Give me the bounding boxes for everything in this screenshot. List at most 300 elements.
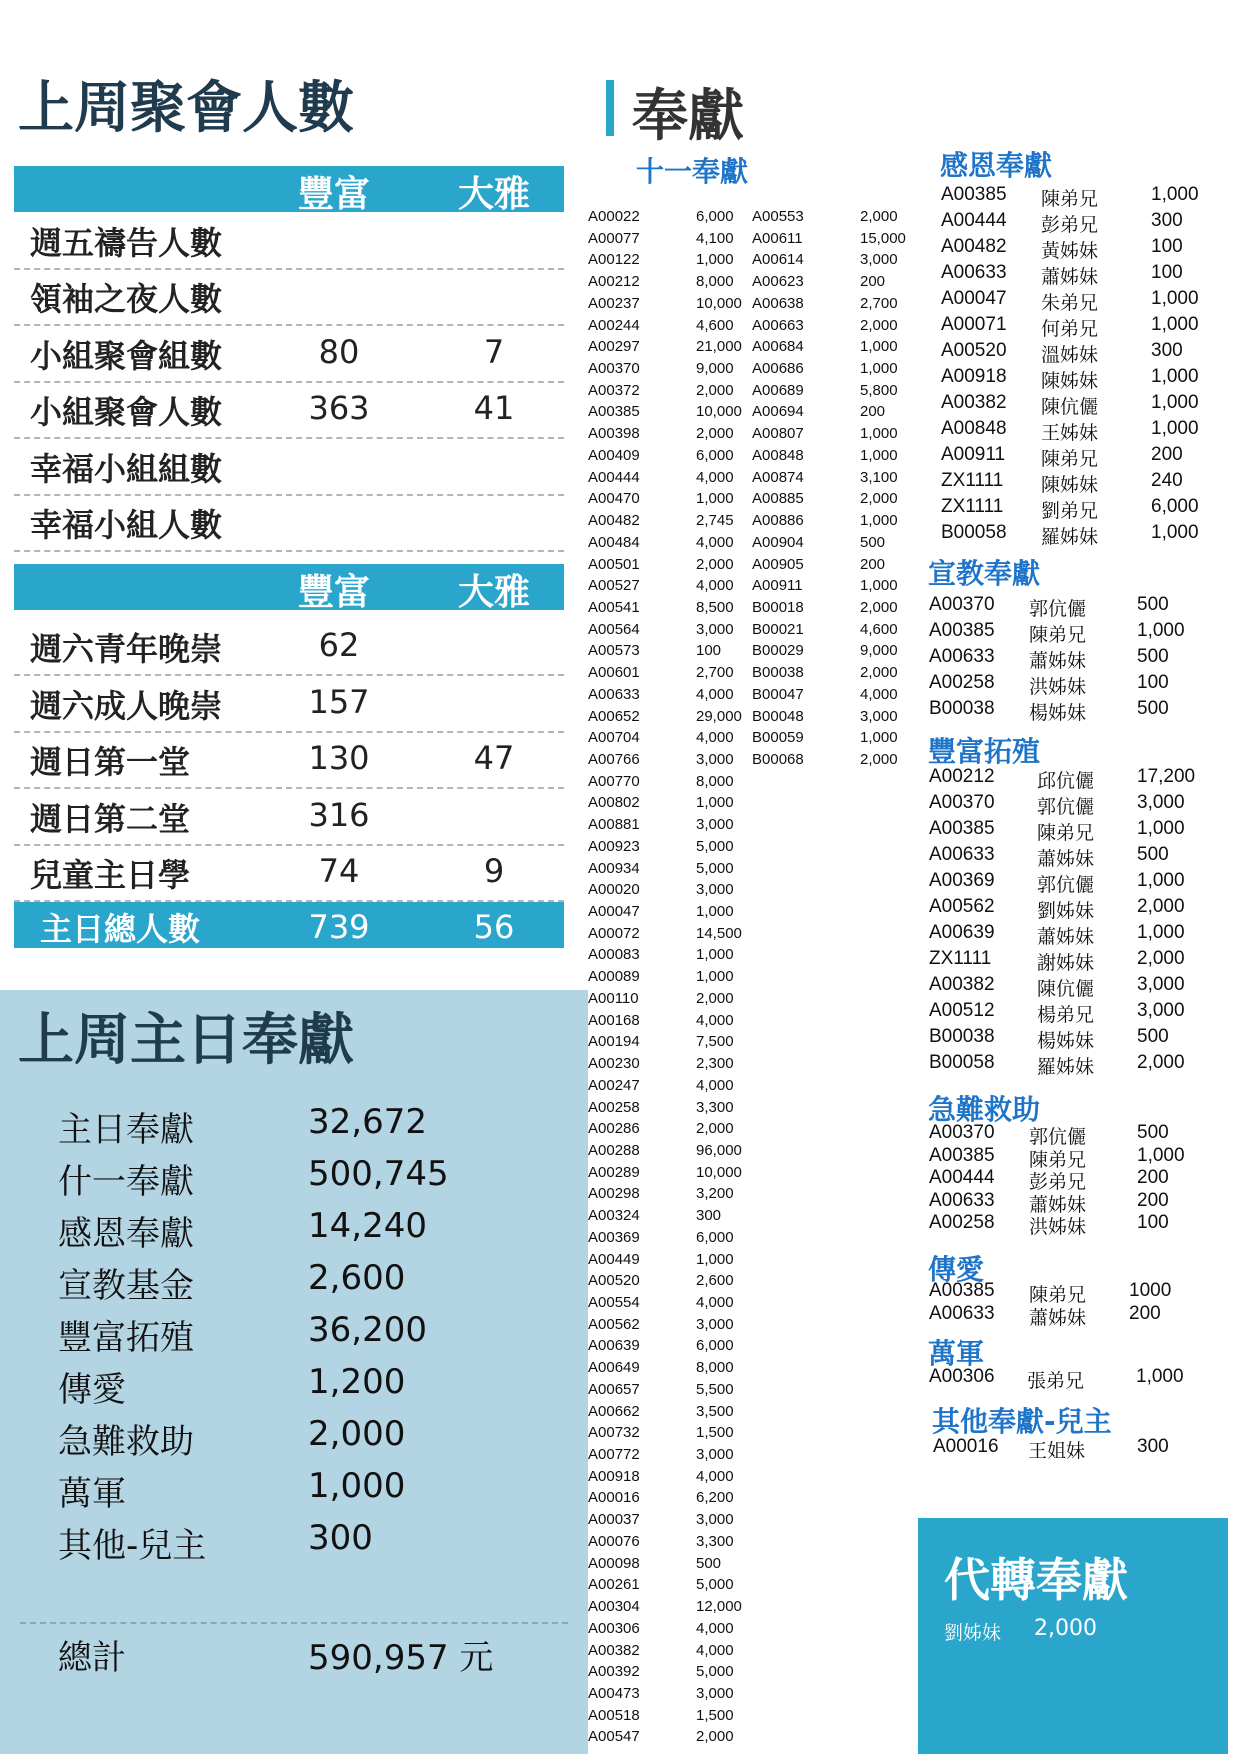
tithe-entry-amount: 4,000 [696, 1641, 734, 1659]
tithe-entry [588, 1707, 748, 1729]
tithe-entry-code: B00048 [752, 707, 804, 725]
tithe-entry-amount: 4,000 [696, 1294, 734, 1311]
tithe-entry-code: A00881 [588, 816, 640, 834]
col-header-daya: 大雅 [457, 174, 530, 215]
tithe-entry [588, 1033, 748, 1055]
offering-summary-panel [0, 990, 588, 1754]
attendance-total-row [14, 902, 564, 948]
tithe-entry-code: A00905 [752, 555, 804, 573]
tithe-entry-amount: 2,700 [696, 664, 734, 682]
summary-row [58, 1414, 558, 1466]
donation-amount: 1,000 [1151, 392, 1199, 413]
donation-name: 郭伉儷 [1029, 599, 1087, 620]
tithe-entry-amount: 1,000 [696, 794, 734, 812]
donation-name: 洪姊妹 [1029, 677, 1087, 698]
donation-code: A00370 [929, 1122, 995, 1143]
tithe-entry [752, 686, 912, 708]
attendance-row [14, 325, 564, 383]
tithe-entry-code: A00904 [752, 533, 804, 551]
donation-name: 蕭姊妹 [1029, 651, 1087, 672]
transfer-title: 代轉奉獻 [944, 1553, 1128, 1607]
tithe-entry [752, 490, 912, 512]
donation-entry [941, 418, 1231, 444]
tithe-entry-amount: 1,500 [696, 1706, 734, 1724]
attendance-row [14, 618, 564, 676]
tithe-entry [588, 577, 748, 599]
tithe-entry [588, 816, 748, 838]
summary-row-label: 什一奉獻 [58, 1162, 194, 1202]
attendance-row-fengfu: 80 [318, 332, 360, 371]
donation-name: 陳伉儷 [1041, 397, 1099, 418]
tithe-entry-code: A00098 [588, 1554, 640, 1572]
tithe-entry [588, 1099, 748, 1121]
tithe-entry-amount: 2,000 [696, 1120, 734, 1138]
tithe-entry [752, 729, 912, 751]
tithe-entry-code: A00449 [588, 1250, 640, 1268]
tithe-entry-code: A00802 [588, 794, 640, 812]
tithe-entry-code: A00553 [752, 208, 804, 225]
tithe-entry-code: A00527 [588, 577, 640, 595]
tithe-entry [588, 295, 748, 317]
tithe-entry-amount: 500 [860, 533, 886, 551]
donation-name: 王姊妹 [1041, 423, 1099, 444]
summary-row-label: 宣教基金 [58, 1266, 194, 1306]
donation-amount: 17,200 [1137, 766, 1196, 787]
donation-name: 蕭姊妹 [1041, 267, 1099, 288]
donation-name: 彭弟兄 [1029, 1172, 1087, 1193]
attendance-row-fengfu: 316 [308, 795, 370, 834]
tithe-entry-amount: 1,000 [860, 425, 898, 443]
summary-row-label: 急難救助 [58, 1422, 194, 1462]
tithe-entry [588, 1229, 748, 1251]
tithe-entry [588, 1468, 748, 1490]
tithe-entry-code: A00885 [752, 490, 804, 508]
total-fengfu: 739 [308, 908, 370, 946]
tithe-entry-code: A00923 [588, 837, 640, 855]
attendance-row-daya: 47 [473, 739, 515, 778]
donation-entry [929, 896, 1219, 922]
attendance-title: 上周聚會人數 [18, 76, 354, 141]
donation-amount: 1,000 [1137, 818, 1185, 839]
attendance-row-label: 週五禱告人數 [30, 224, 223, 262]
tithe-entry-code: B00068 [752, 751, 804, 768]
donation-name: 謝姊妹 [1037, 953, 1095, 974]
donation-name: 郭伉儷 [1037, 797, 1095, 818]
donation-code: A00047 [941, 288, 1007, 309]
donation-name: 陳弟兄 [1037, 823, 1095, 844]
tithe-entry-code: A00072 [588, 924, 640, 942]
donation-code: A00633 [929, 1303, 995, 1324]
tithe-entry-code: A00212 [588, 273, 640, 291]
attendance-row-label: 幸福小組人數 [30, 506, 223, 544]
tithe-entry-code: A00770 [588, 772, 640, 790]
attendance-row-fengfu: 130 [308, 739, 370, 778]
tithe-entry [752, 534, 912, 556]
attendance-row-label: 週六青年晚崇 [30, 630, 223, 668]
donation-amount: 1,000 [1151, 288, 1199, 309]
donation-code: A00562 [929, 896, 995, 917]
donation-code: A00848 [941, 418, 1007, 439]
donation-name: 陳弟兄 [1041, 189, 1099, 210]
offering-title: 奉獻 [632, 84, 744, 149]
tithe-entry-amount: 96,000 [696, 1141, 742, 1159]
tithe-entry [588, 1685, 748, 1707]
donation-name: 陳弟兄 [1029, 1285, 1087, 1306]
attendance-row-label: 週日第二堂 [30, 799, 191, 838]
tithe-entry-amount: 1,000 [860, 446, 898, 464]
tithe-entry-amount: 1,000 [696, 968, 734, 986]
tithe-entry-code: B00018 [752, 598, 804, 616]
tithe-entry [752, 208, 912, 230]
donation-name: 何弟兄 [1041, 319, 1099, 340]
tithe-entry [752, 425, 912, 447]
tithe-entry [752, 447, 912, 469]
tithe-entry [588, 686, 748, 708]
tithe-entry-code: A00663 [752, 316, 804, 334]
tithe-entry-code: A00261 [588, 1576, 640, 1594]
tithe-entry-code: A00398 [588, 425, 640, 443]
tithe-entry [588, 1164, 748, 1186]
tithe-entry-amount: 8,500 [696, 598, 734, 616]
tithe-entry-amount: 21,000 [696, 338, 742, 356]
tithe-entry-code: A00518 [588, 1706, 640, 1724]
attendance-row-label: 幸福小組組數 [30, 449, 223, 488]
tithe-entry [752, 360, 912, 382]
tithe-entry [588, 208, 748, 230]
tithe-entry-amount: 10,000 [696, 294, 742, 312]
donation-entry [941, 314, 1231, 340]
tithe-entry-code: B00021 [752, 620, 804, 638]
tithe-entry-code: A00918 [588, 1467, 640, 1485]
donation-code: A00911 [941, 444, 1006, 465]
attendance-row-label: 小組聚會組數 [30, 336, 223, 375]
tithe-entry-code: A00547 [588, 1728, 640, 1746]
tithe-entry-amount: 2,300 [696, 1055, 734, 1073]
tithe-entry-amount: 1,000 [696, 490, 734, 508]
donation-amount: 500 [1137, 698, 1169, 719]
tithe-entry-code: A00484 [588, 533, 640, 551]
attendance-row [14, 675, 564, 733]
donation-entry [929, 766, 1219, 792]
attendance-row [14, 212, 564, 270]
summary-row-value: 14,240 [308, 1206, 427, 1246]
transfer-amount: 2,000 [1034, 1616, 1097, 1641]
tithe-entry-code: A00016 [588, 1489, 640, 1507]
donation-amount: 100 [1137, 1212, 1169, 1233]
donation-name: 蕭姊妹 [1037, 927, 1095, 948]
tithe-entry [588, 903, 748, 925]
tithe-entry [588, 1424, 748, 1446]
donation-amount: 1,000 [1151, 418, 1199, 439]
donation-amount: 100 [1151, 262, 1183, 283]
tithe-entry-amount: 3,000 [696, 620, 734, 638]
tithe-entry-code: A00639 [588, 1337, 640, 1355]
tithe-entry-amount: 6,000 [696, 1337, 734, 1355]
donation-entry [929, 948, 1219, 974]
tithe-title: 十一奉獻 [636, 155, 749, 188]
tithe-entry-code: A00520 [588, 1272, 640, 1290]
tithe-entry-amount: 6,000 [696, 446, 734, 464]
donation-name: 劉姊妹 [1037, 901, 1095, 922]
donation-entry [941, 392, 1231, 418]
summary-row [58, 1206, 558, 1258]
section-list [941, 184, 1231, 552]
tithe-entry-code: A00732 [588, 1424, 640, 1442]
donation-name: 蕭姊妹 [1029, 1194, 1087, 1216]
tithe-entry [588, 230, 748, 252]
tithe-entry-code: A00911 [752, 577, 803, 595]
tithe-entry [588, 360, 748, 382]
tithe-entry-amount: 4,000 [696, 1011, 734, 1029]
summary-total-value: 590,957 元 [308, 1638, 494, 1678]
tithe-entry-amount: 4,000 [696, 729, 734, 747]
section-title: 感恩奉獻 [940, 149, 1053, 182]
tithe-entry [588, 621, 748, 643]
tithe-entry-code: A00573 [588, 642, 640, 660]
donation-code: A00258 [929, 672, 995, 693]
donation-code: B00038 [929, 698, 995, 719]
tithe-entry [588, 1337, 748, 1359]
tithe-entry-amount: 1,000 [696, 946, 734, 964]
attendance-row-label: 週六成人晚崇 [30, 686, 223, 725]
summary-row-label: 感恩奉獻 [58, 1214, 194, 1254]
summary-row-value: 2,600 [308, 1258, 406, 1298]
tithe-entry [588, 1012, 748, 1034]
attendance-row [14, 494, 564, 552]
tithe-entry [752, 273, 912, 295]
summary-row-value: 1,000 [308, 1466, 406, 1506]
donation-entry [929, 646, 1219, 672]
tithe-entry-code: A00298 [588, 1185, 640, 1203]
tithe-entry [752, 382, 912, 404]
donation-entry [929, 844, 1219, 870]
tithe-entry-amount: 1,500 [696, 1424, 734, 1442]
donation-code: A00444 [929, 1167, 995, 1188]
tithe-entry [588, 1120, 748, 1142]
tithe-entry-amount: 29,000 [696, 707, 742, 725]
tithe-entry [588, 1598, 748, 1620]
tithe-entry [752, 599, 912, 621]
donation-name: 蕭姊妹 [1029, 1308, 1087, 1329]
donation-name: 羅姊妹 [1041, 527, 1099, 548]
tithe-entry-amount: 4,000 [696, 468, 734, 486]
attendance-row-fengfu: 62 [318, 626, 360, 664]
donation-name: 溫姊妹 [1041, 345, 1099, 366]
donation-code: A00520 [941, 340, 1007, 361]
attendance-row-label: 兒童主日學 [30, 856, 191, 895]
tithe-entry-code: A00022 [588, 208, 640, 225]
tithe-entry-code: A00409 [588, 446, 640, 464]
donation-entry [929, 672, 1219, 698]
donation-name: 羅姊妹 [1037, 1057, 1095, 1078]
donation-entry [933, 1436, 1223, 1462]
donation-code: A00444 [941, 210, 1007, 231]
tithe-entry-code: A00657 [588, 1380, 640, 1398]
tithe-entry-amount: 3,000 [696, 751, 734, 768]
tithe-entry [588, 794, 748, 816]
tithe-entry [752, 708, 912, 730]
donation-code: B00058 [941, 522, 1007, 543]
tithe-entry-code: A00444 [588, 468, 640, 486]
donation-entry [929, 1000, 1219, 1026]
tithe-entry-code: A00649 [588, 1359, 640, 1377]
tithe-entry [588, 773, 748, 795]
donation-name: 郭伉儷 [1029, 1127, 1087, 1148]
tithe-entry-code: A00694 [752, 403, 804, 421]
donation-amount: 100 [1137, 672, 1169, 693]
tithe-entry-amount: 1,000 [696, 251, 734, 269]
donation-name: 彭弟兄 [1041, 215, 1099, 236]
tithe-entry-code: A00562 [588, 1315, 640, 1333]
attendance-header-top [14, 166, 564, 215]
donation-entry [941, 470, 1231, 496]
donation-code: A00633 [929, 646, 995, 667]
tithe-entry-amount: 6,000 [696, 208, 734, 225]
donation-code: ZX1111 [929, 948, 992, 969]
tithe-entry-code: A00638 [752, 294, 804, 312]
tithe-entry-code: B00059 [752, 729, 804, 747]
section-title: 宣教奉獻 [928, 557, 1041, 590]
tithe-entry-code: A00037 [588, 1511, 640, 1529]
donation-code: A00016 [933, 1436, 999, 1457]
tithe-entry [588, 1576, 748, 1598]
donation-amount: 500 [1137, 1026, 1169, 1047]
donation-code: A00382 [929, 974, 995, 995]
tithe-entry [588, 860, 748, 882]
tithe-entry-code: A00122 [588, 251, 640, 269]
attendance-header-bottom [14, 564, 564, 613]
tithe-entry-code: A00601 [588, 664, 640, 682]
tithe-entry [588, 1207, 748, 1229]
donation-code: A00369 [929, 870, 995, 891]
summary-row-label: 萬軍 [58, 1474, 126, 1514]
tithe-entry-amount: 8,000 [696, 273, 734, 291]
donation-name: 張弟兄 [1027, 1371, 1085, 1392]
tithe-entry-amount: 14,500 [696, 924, 742, 942]
tithe-entry-code: A00470 [588, 490, 640, 508]
attendance-row-daya: 41 [473, 389, 515, 428]
donation-name: 陳弟兄 [1029, 1149, 1087, 1171]
tithe-entry-amount: 3,000 [860, 707, 898, 725]
attendance-row [14, 268, 564, 326]
donation-name: 邱伉儷 [1037, 771, 1095, 792]
tithe-entry-code: A00370 [588, 360, 640, 378]
tithe-entry [752, 664, 912, 686]
donation-entry [941, 496, 1231, 522]
donation-code: ZX1111 [941, 470, 1004, 491]
summary-total-row [58, 1630, 558, 1682]
donation-entry [929, 1052, 1219, 1078]
tithe-entry-amount: 8,000 [696, 1359, 734, 1377]
donation-amount: 1,000 [1151, 522, 1199, 543]
section-list [929, 1366, 1219, 1396]
tithe-entry-code: A00369 [588, 1228, 640, 1246]
tithe-entry [588, 881, 748, 903]
section-title: 其他奉獻-兒主 [932, 1405, 1112, 1438]
tithe-entry [588, 317, 748, 339]
tithe-entry-amount: 4,000 [696, 1076, 734, 1094]
summary-row [58, 1310, 558, 1362]
donation-code: A00639 [929, 922, 995, 943]
donation-code: A00306 [929, 1366, 995, 1387]
attendance-row [14, 844, 564, 902]
tithe-entry-amount: 1,000 [860, 360, 898, 378]
donation-amount: 300 [1137, 1436, 1169, 1457]
tithe-entry-code: A00306 [588, 1619, 640, 1637]
tithe-entry [588, 1555, 748, 1577]
tithe-entry-code: A00372 [588, 381, 640, 399]
tithe-entry-amount: 2,745 [696, 512, 734, 530]
donation-entry [929, 594, 1219, 620]
donation-name: 郭伉儷 [1037, 875, 1095, 896]
tithe-entry-code: A00662 [588, 1402, 640, 1420]
tithe-entry-amount: 9,000 [860, 642, 898, 660]
tithe-entry [752, 512, 912, 534]
tithe-entry-code: A00168 [588, 1011, 640, 1029]
tithe-entry-amount: 1,000 [860, 338, 898, 356]
summary-row [58, 1102, 558, 1154]
donation-amount: 100 [1151, 236, 1183, 257]
tithe-entry [588, 251, 748, 273]
donation-amount: 200 [1151, 444, 1183, 465]
donation-code: A00385 [941, 184, 1007, 205]
donation-entry [929, 620, 1219, 646]
donation-amount: 3,000 [1137, 792, 1185, 813]
tithe-entry-amount: 4,000 [696, 1467, 734, 1485]
tithe-entry-amount: 1,000 [860, 729, 898, 747]
section-title: 急難救助 [928, 1093, 1041, 1126]
tithe-entry [752, 556, 912, 578]
donation-entry [941, 184, 1231, 210]
tithe-entry [588, 425, 748, 447]
tithe-entry [588, 1446, 748, 1468]
tithe-entry-code: A00766 [588, 751, 640, 768]
section-list [929, 1280, 1219, 1330]
donation-code: A00385 [929, 1144, 995, 1166]
donation-entry [941, 444, 1231, 470]
summary-row-label: 豐富拓殖 [58, 1318, 194, 1358]
donation-name: 蕭姊妹 [1037, 849, 1095, 870]
tithe-entry-amount: 9,000 [696, 360, 734, 378]
attendance-row-fengfu: 157 [308, 682, 370, 721]
tithe-entry [588, 534, 748, 556]
tithe-entry-amount: 2,000 [860, 490, 898, 508]
tithe-entry-amount: 6,000 [696, 1228, 734, 1246]
tithe-entry-amount: 2,000 [860, 664, 898, 682]
col-header-fengfu: 豐富 [297, 174, 370, 215]
donation-amount: 6,000 [1151, 496, 1199, 517]
donation-amount: 300 [1151, 210, 1183, 231]
tithe-entry-code: B00047 [752, 685, 804, 703]
tithe-entry [588, 925, 748, 947]
tithe-entry-amount: 2,600 [696, 1272, 734, 1290]
tithe-entry-amount: 5,800 [860, 381, 898, 399]
attendance-row-fengfu: 363 [308, 389, 370, 428]
tithe-entry-code: A00611 [752, 229, 803, 247]
tithe-entry-amount: 3,200 [696, 1185, 734, 1203]
tithe-entry [588, 556, 748, 578]
donation-amount: 2,000 [1137, 1052, 1185, 1073]
tithe-entry [588, 1381, 748, 1403]
donation-amount: 200 [1137, 1167, 1169, 1188]
tithe-entry-amount: 200 [860, 403, 886, 421]
tithe-entry-amount: 3,000 [696, 881, 734, 899]
tithe-entry-code: A00482 [588, 512, 640, 530]
summary-row [58, 1362, 558, 1414]
summary-row-value: 1,200 [308, 1362, 406, 1402]
donation-amount: 3,000 [1137, 974, 1185, 995]
tithe-entry [588, 1728, 748, 1750]
